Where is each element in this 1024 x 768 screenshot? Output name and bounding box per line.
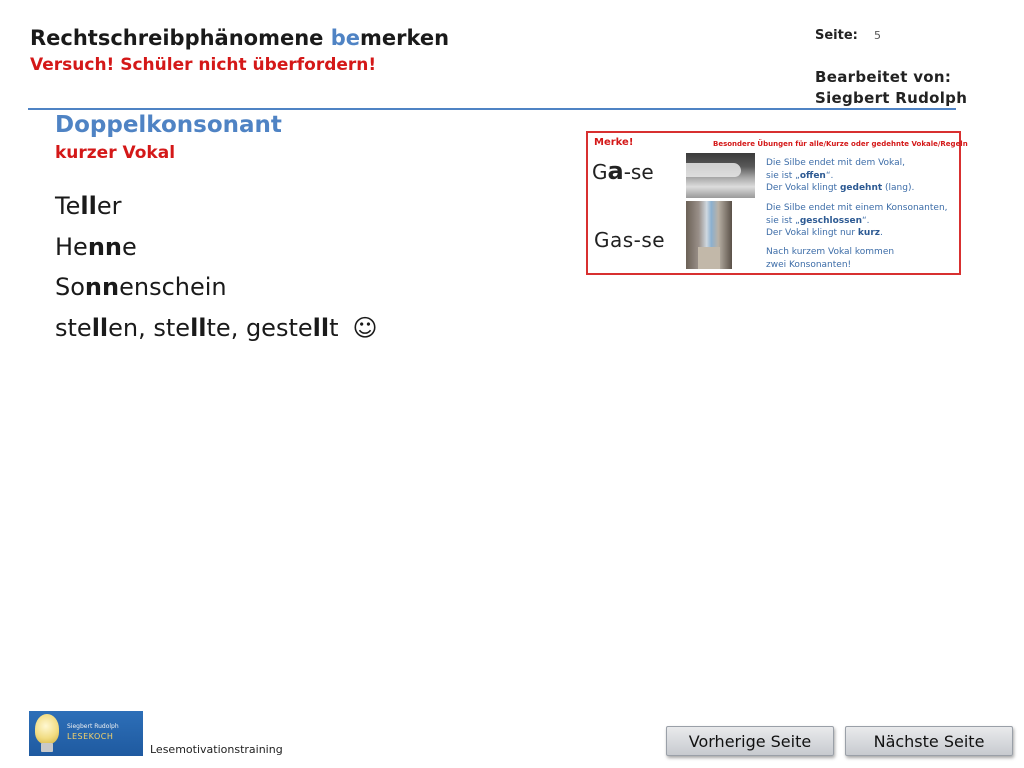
word-item: Sonnenschein bbox=[55, 273, 227, 301]
header-divider bbox=[28, 108, 956, 110]
section-title: Doppelkonsonant bbox=[55, 112, 282, 138]
merke-heading: Besondere Übungen für alle/Kurze oder gedehnte Vokale/Regeln bbox=[713, 140, 968, 148]
page-title bbox=[30, 26, 449, 50]
edited-by bbox=[815, 67, 967, 109]
word-item: Henne bbox=[55, 232, 137, 261]
title-text-2: merken bbox=[360, 26, 450, 50]
word-item: Teller bbox=[55, 192, 122, 220]
page-label: Seite: bbox=[815, 28, 858, 43]
edited-by-name: Siegbert Rudolph bbox=[815, 89, 968, 107]
footer-label: Lesemotivationstraining bbox=[150, 743, 283, 756]
alley-photo bbox=[686, 201, 732, 269]
word-item: stellen, stellte, gestellt ☺ bbox=[55, 313, 378, 342]
edited-by-label: Bearbeitet von: bbox=[815, 68, 952, 86]
page-subtitle: Versuch! Schüler nicht überfordern! bbox=[30, 55, 377, 75]
next-page-button[interactable]: Nächste Seite bbox=[845, 726, 1013, 756]
merke-title: Merke! bbox=[594, 137, 634, 148]
merke-box bbox=[586, 131, 968, 275]
example-closed-syllable: Gas-se bbox=[594, 228, 666, 252]
lightbulb-icon bbox=[35, 714, 59, 744]
car-exhaust-photo bbox=[686, 153, 755, 198]
page-number: 5 bbox=[874, 29, 881, 42]
previous-page-button[interactable]: Vorherige Seite bbox=[666, 726, 834, 756]
title-highlight: be bbox=[330, 26, 361, 50]
leseKoch-logo: Siegbert Rudolph LESEKOCH bbox=[29, 711, 143, 756]
smiley-icon: ☺ bbox=[352, 313, 378, 342]
title-text-1: Rechtschreibphänomene bbox=[30, 26, 331, 50]
section-subtitle: kurzer Vokal bbox=[55, 143, 176, 163]
closed-syllable-rule: Die Silbe endet mit einem Konsonanten, sie ist „geschlossen“. Der Vokal klingt nur kurz. bbox=[766, 203, 948, 238]
example-open-syllable: Ga-se bbox=[592, 157, 654, 185]
word-list bbox=[55, 186, 378, 348]
open-syllable-rule: Die Silbe endet mit dem Vokal, sie ist „offen“. Der Vokal klingt gedehnt (lang). bbox=[766, 158, 915, 193]
short-vowel-rule: Nach kurzem Vokal kommen zwei Konsonanten! bbox=[766, 247, 895, 270]
